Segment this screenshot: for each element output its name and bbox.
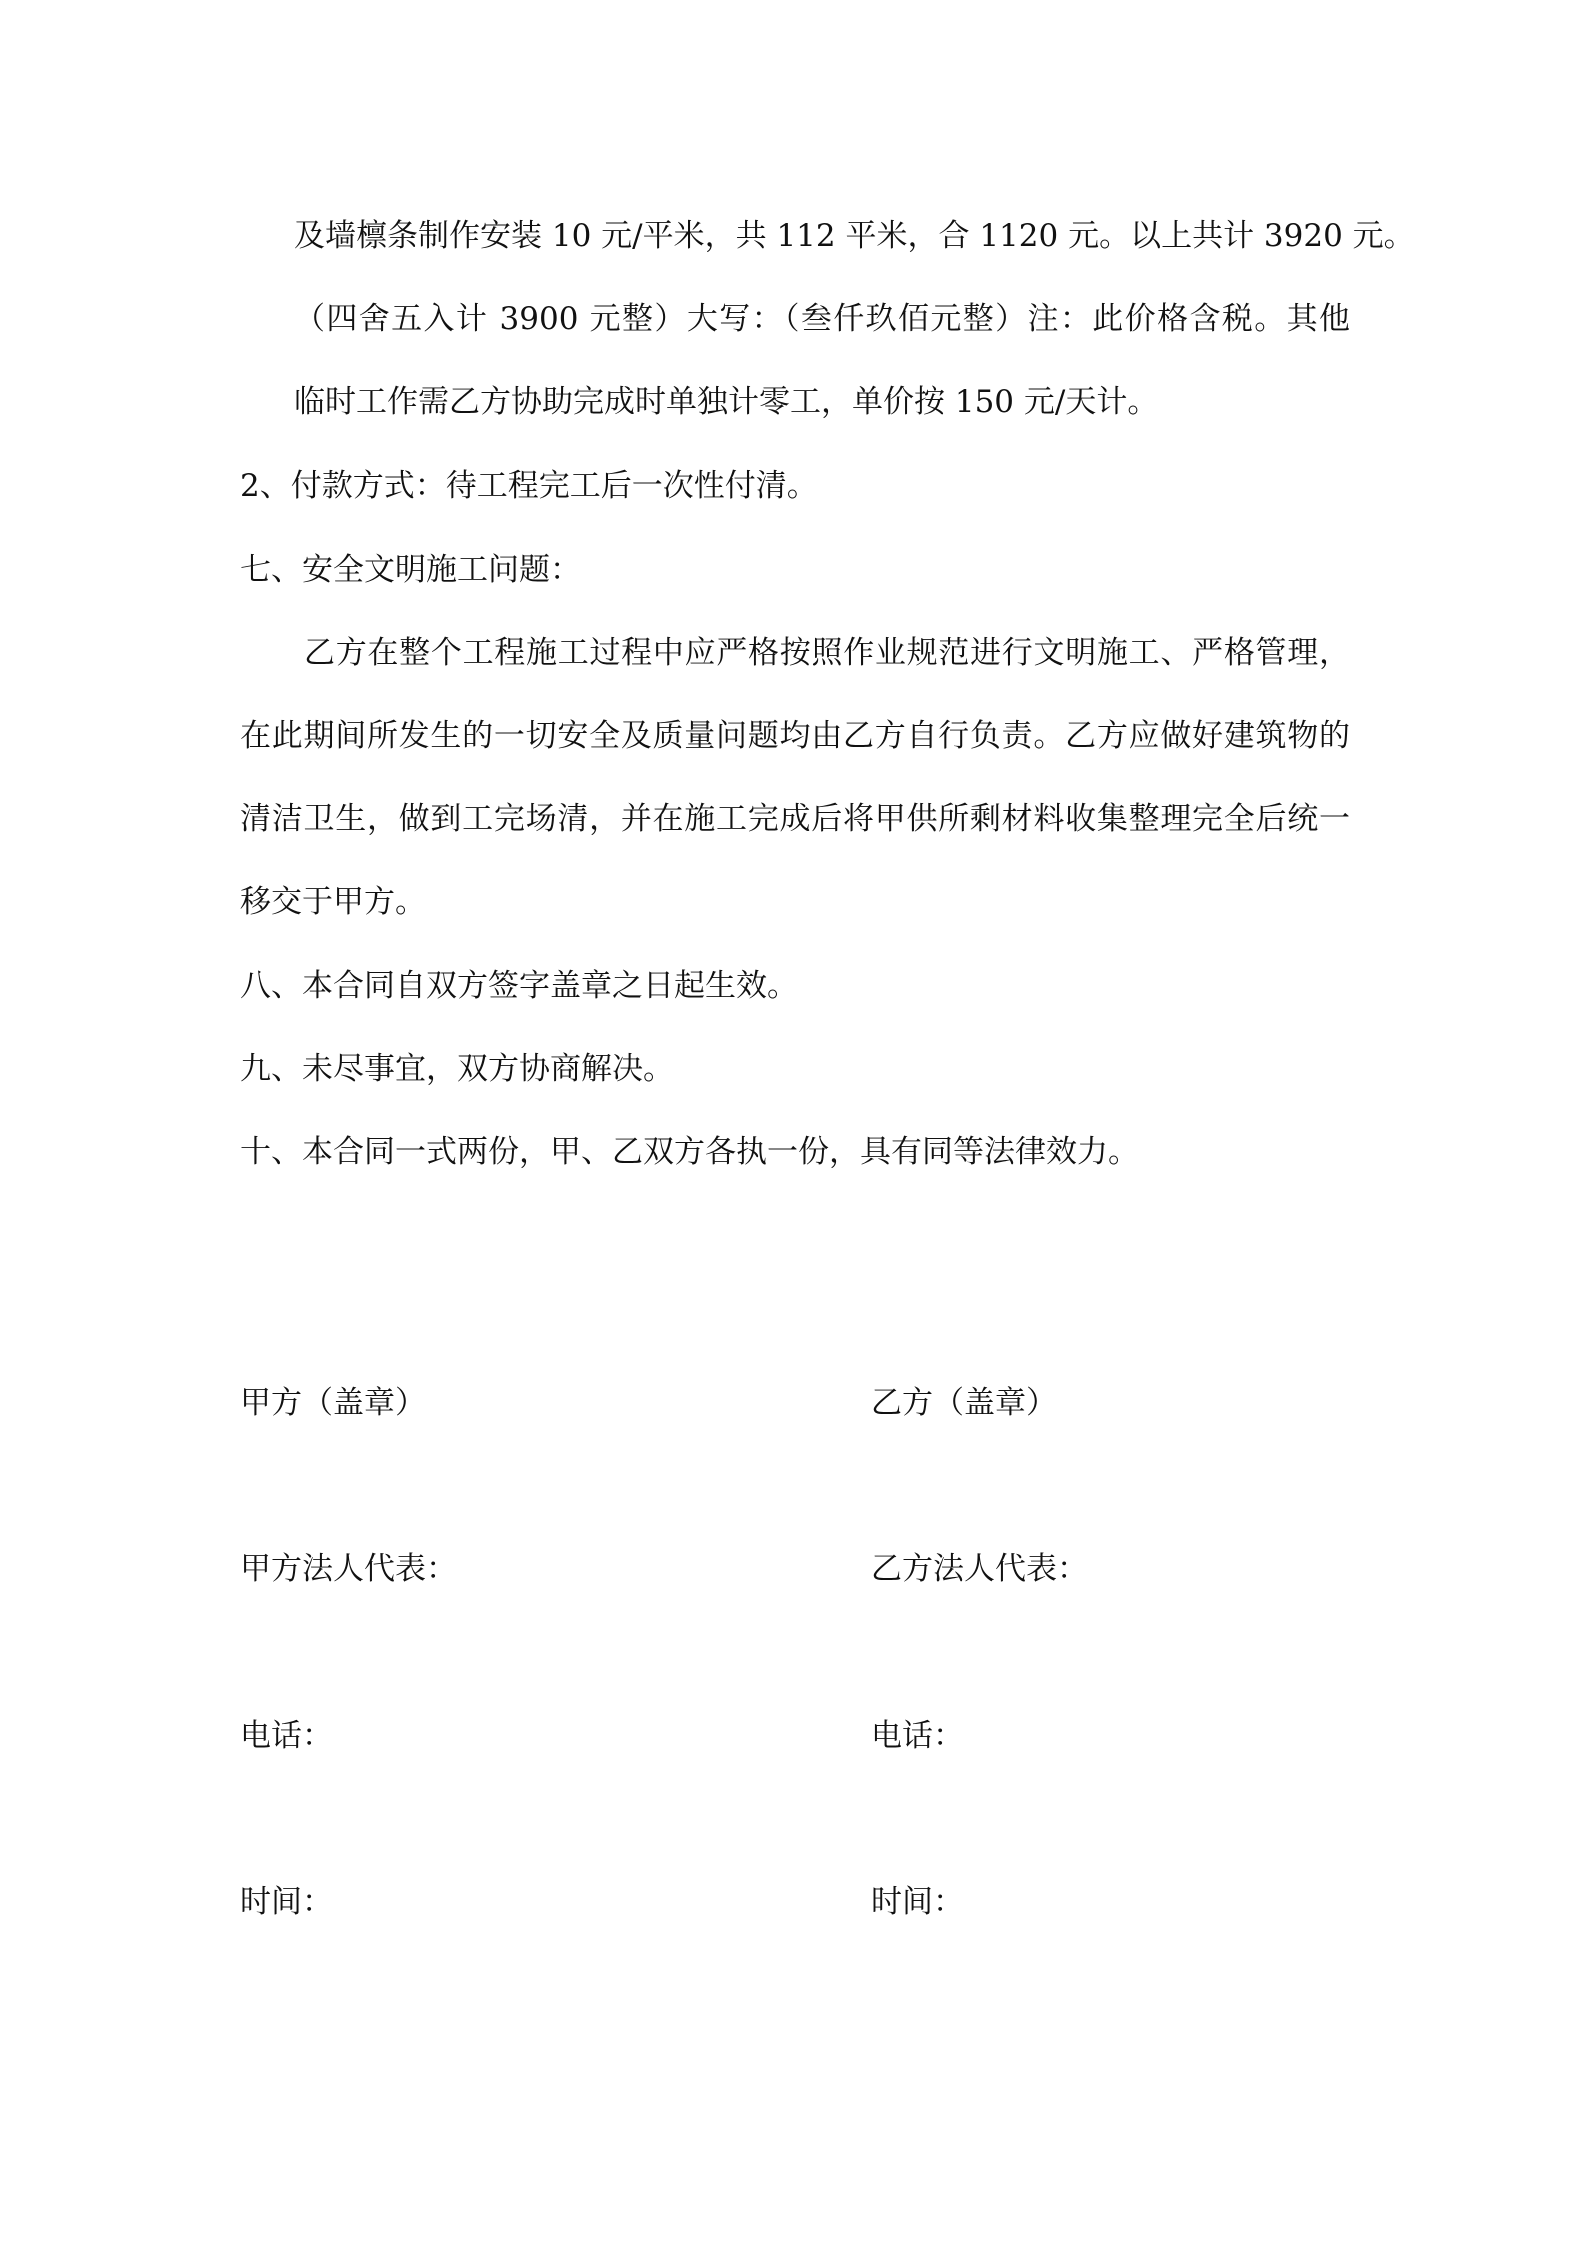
- clause-9: 九、未尽事宜，双方协商解决。: [240, 1051, 674, 1087]
- clause-7-line-1: 乙方在整个工程施工过程中应严格按照作业规范进行文明施工、严格管理，: [304, 635, 1350, 671]
- clause-6-line-1: 及墙檩条制作安装 10 元/平米，共 112 平米，合 1120 元。以上共计 3920 元。: [294, 218, 1415, 254]
- clause-7-line-4: 移交于甲方。: [240, 884, 426, 920]
- clause-10: 十、本合同一式两份，甲、乙双方各执一份，具有同等法律效力。: [240, 1134, 1139, 1170]
- clause-6-line-3: 临时工作需乙方协助完成时单独计零工，单价按 150 元/天计。: [294, 384, 1159, 420]
- party-a-seal: 甲方（盖章）: [240, 1385, 426, 1421]
- clause-7-line-3: 清洁卫生，做到工完场清，并在施工完成后将甲供所剩材料收集整理完全后统一: [240, 801, 1350, 837]
- party-a-date: 时间：: [240, 1884, 333, 1920]
- party-b-phone: 电话：: [871, 1718, 964, 1754]
- clause-7-title: 七、安全文明施工问题：: [240, 552, 581, 588]
- party-b-legal-rep: 乙方法人代表：: [871, 1551, 1088, 1587]
- clause-8: 八、本合同自双方签字盖章之日起生效。: [240, 968, 798, 1004]
- party-b-seal: 乙方（盖章）: [871, 1385, 1057, 1421]
- party-b-date: 时间：: [871, 1884, 964, 1920]
- payment-method: 2、付款方式：待工程完工后一次性付清。: [240, 468, 818, 504]
- clause-6-line-2: （四舍五入计 3900 元整）大写：（叁仟玖佰元整）注：此价格含税。其他: [294, 301, 1350, 337]
- party-a-phone: 电话：: [240, 1718, 333, 1754]
- clause-7-line-2: 在此期间所发生的一切安全及质量问题均由乙方自行负责。乙方应做好建筑物的: [240, 718, 1350, 754]
- party-a-legal-rep: 甲方法人代表：: [240, 1551, 457, 1587]
